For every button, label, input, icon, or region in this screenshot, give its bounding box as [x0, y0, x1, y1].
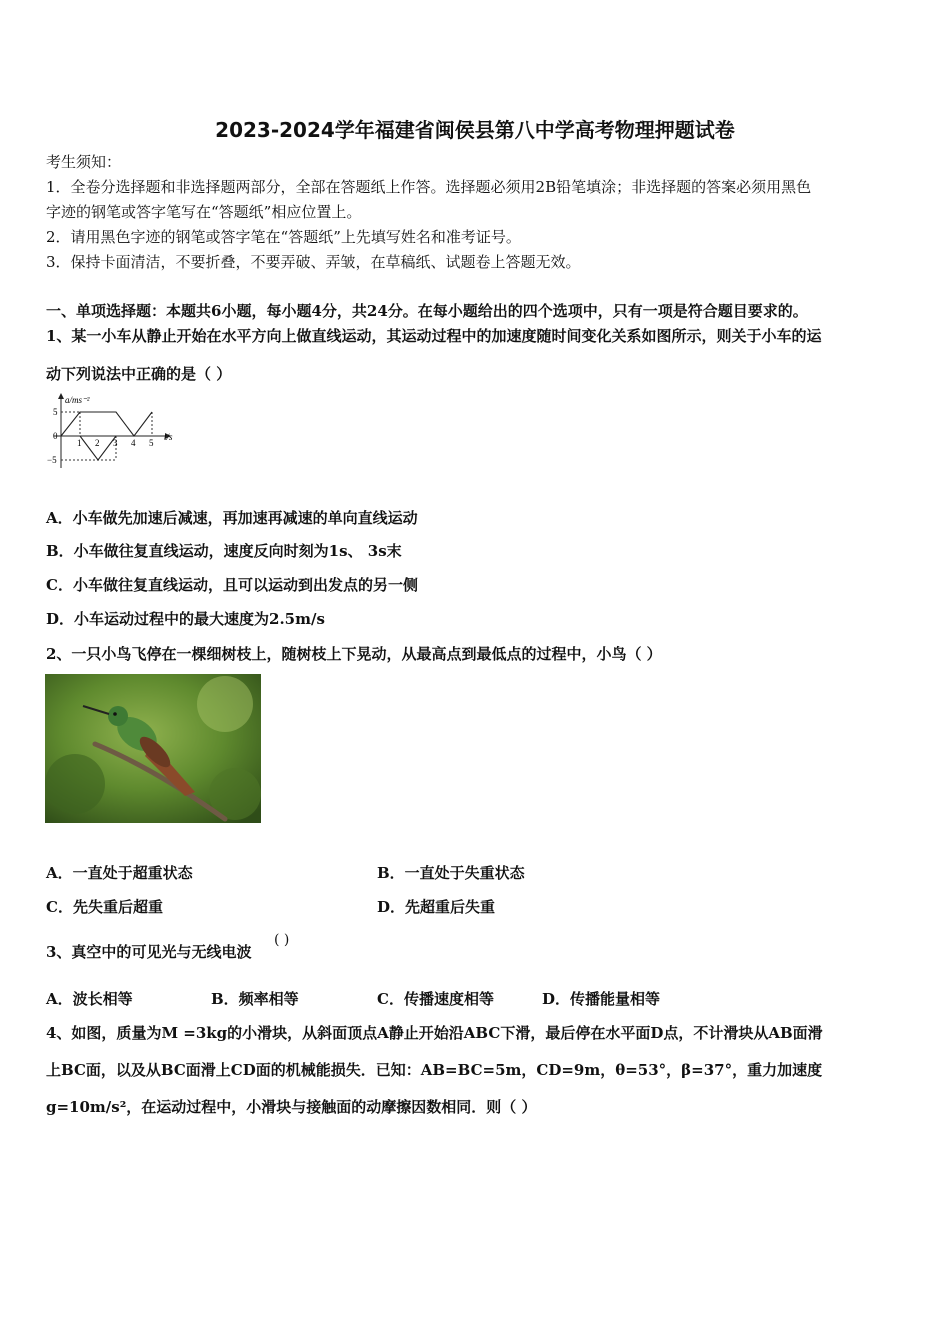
hummingbird-photo: [45, 674, 261, 823]
q3-option-a: A．波长相等: [46, 990, 133, 1008]
q4-stem-line3: g=10m/s²，在运动过程中，小滑块与接触面的动摩擦因数相同．则（ ）: [46, 1098, 537, 1116]
notice-item: 2．请用黑色字迹的钢笔或答字笔在“答题纸”上先填写姓名和准考证号。: [46, 228, 521, 246]
q3-option-b: B．频率相等: [211, 990, 299, 1008]
q3-option-c: C．传播速度相等: [377, 990, 494, 1008]
q1-option-a: A．小车做先加速后减速，再加速再减速的单向直线运动: [46, 509, 418, 527]
notice-item: 3．保持卡面清洁，不要折叠，不要弄破、弄皱，在草稿纸、试题卷上答题无效。: [46, 253, 581, 271]
q3-stem: 3、真空中的可见光与无线电波: [46, 943, 252, 961]
q3-option-d: D．传播能量相等: [542, 990, 661, 1008]
q2-stem: 2、一只小鸟飞停在一棵细树枝上，随树枝上下晃动，从最高点到最低点的过程中，小鸟（ ）: [46, 645, 662, 663]
q2-option-c: C．先失重后超重: [46, 898, 163, 916]
section-heading: 一、单项选择题：本题共6小题，每小题4分，共24分。在每小题给出的四个选项中，只有一项是符合题目要求的。: [46, 302, 808, 320]
y-tick-label: −5: [47, 455, 57, 465]
x-tick-label: 5: [149, 438, 154, 448]
y-tick-label: 0: [53, 431, 58, 441]
page-title: 2023-2024学年福建省闽侯县第八中学高考物理押题试卷: [215, 118, 735, 142]
x-tick-label: 2: [95, 438, 100, 448]
q1-option-d: D．小车运动过程中的最大速度为2.5m/s: [46, 610, 325, 628]
y-axis-label: a/ms⁻²: [65, 395, 90, 405]
x-tick-label: 1: [77, 438, 82, 448]
y-tick-label: 5: [53, 407, 58, 417]
x-axis-label: t/s: [164, 432, 173, 442]
notice-item: 1．全卷分选择题和非选择题两部分，全部在答题纸上作答。选择题必须用2B铅笔填涂；非选择题的答案必须用黑色: [46, 178, 812, 196]
notice-heading: 考生须知：: [46, 153, 122, 171]
q1-stem-line1: 1、某一小车从静止开始在水平方向上做直线运动，其运动过程中的加速度随时间变化关系如图所示，则关于小车的运: [46, 327, 822, 345]
q3-answer-paren: ( ): [274, 932, 290, 948]
q2-option-d: D．先超重后失重: [377, 898, 496, 916]
q4-stem-line2: 上BC面，以及从BC面滑上CD面的机械能损失．已知：AB=BC=5m，CD=9m，θ=53°，β=37°，重力加速度: [46, 1061, 823, 1079]
q4-stem-line1: 4、如图，质量为M =3kg的小滑块，从斜面顶点A静止开始沿ABC下滑，最后停在水平面D点，不计滑块从AB面滑: [46, 1024, 823, 1042]
q2-option-a: A．一直处于超重状态: [46, 864, 193, 882]
q1-stem-line2: 动下列说法中正确的是（ ）: [46, 365, 232, 383]
acceleration-curve: [61, 412, 152, 436]
acceleration-time-graph: [46, 392, 186, 472]
bird-head: [108, 706, 128, 726]
notice-item: 字迹的钢笔或答字笔写在“答题纸”相应位置上。: [46, 203, 362, 221]
q1-option-b: B．小车做往复直线运动，速度反向时刻为1s、 3s末: [46, 542, 402, 560]
x-tick-label: 3: [113, 438, 118, 448]
q2-option-b: B．一直处于失重状态: [377, 864, 525, 882]
q1-option-c: C．小车做往复直线运动，且可以运动到出发点的另一侧: [46, 576, 418, 594]
x-tick-label: 4: [131, 438, 136, 448]
